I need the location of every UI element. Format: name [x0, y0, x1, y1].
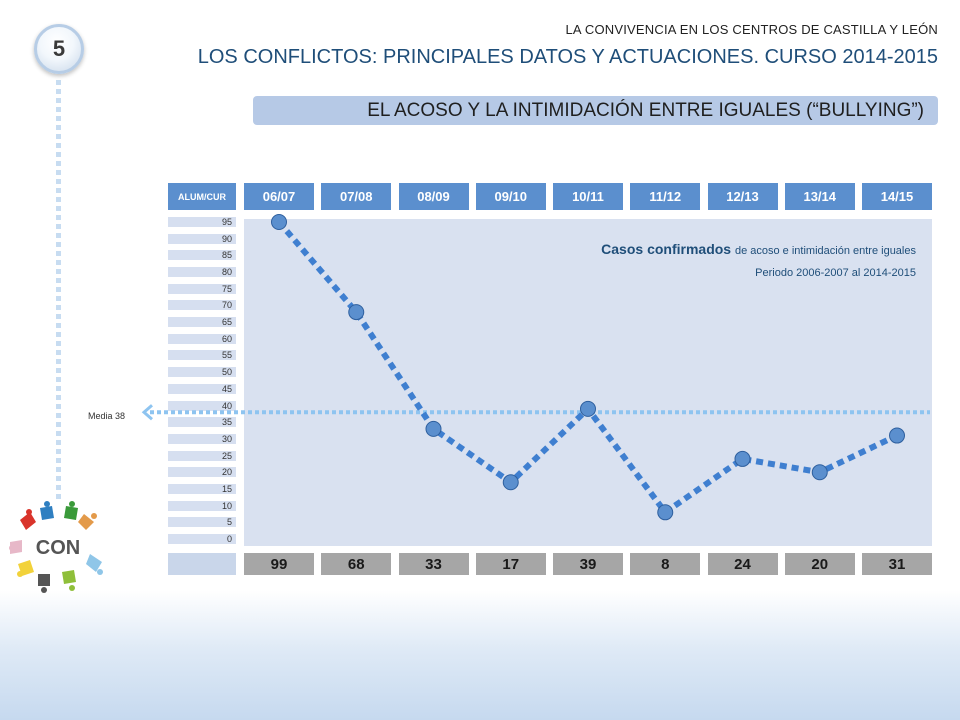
- value-label: 17: [476, 553, 546, 575]
- page-title: LOS CONFLICTOS: PRINCIPALES DATOS Y ACTUACIONES. CURSO 2014-2015: [197, 46, 938, 68]
- logo-text: CON: [35, 537, 81, 559]
- y-tick-label: 40: [168, 401, 236, 411]
- category-header: 14/15: [862, 183, 932, 210]
- y-tick-label: 55: [168, 350, 236, 360]
- category-header: 10/11: [553, 183, 623, 210]
- data-point: [426, 421, 441, 436]
- data-point: [349, 305, 364, 320]
- y-tick-label: 25: [168, 451, 236, 461]
- value-label: 8: [630, 553, 700, 575]
- category-header: 13/14: [785, 183, 855, 210]
- y-tick-label: 20: [168, 467, 236, 477]
- y-tick-label: 80: [168, 267, 236, 277]
- y-tick-label: 0: [168, 534, 236, 544]
- category-header: 09/10: [476, 183, 546, 210]
- value-label: 33: [399, 553, 469, 575]
- y-tick-label: 45: [168, 384, 236, 394]
- data-point: [581, 401, 596, 416]
- value-label: 31: [862, 553, 932, 575]
- legend-bold-text: Casos confirmados: [601, 241, 732, 257]
- data-point: [890, 428, 905, 443]
- y-tick-label: 70: [168, 300, 236, 310]
- y-tick-label: 35: [168, 417, 236, 427]
- value-label: 68: [321, 553, 391, 575]
- y-tick-label: 10: [168, 501, 236, 511]
- slide-number-badge: 5: [34, 24, 84, 74]
- category-header: 12/13: [708, 183, 778, 210]
- y-tick-label: 90: [168, 234, 236, 244]
- corner-header-label: ALUM/CUR: [168, 183, 236, 210]
- category-header: 07/08: [321, 183, 391, 210]
- data-point: [503, 475, 518, 490]
- data-point: [658, 505, 673, 520]
- con-logo-icon: [8, 500, 108, 596]
- category-header: 11/12: [630, 183, 700, 210]
- y-tick-label: 50: [168, 367, 236, 377]
- category-header: 08/09: [399, 183, 469, 210]
- value-label: 24: [708, 553, 778, 575]
- y-tick-label: 30: [168, 434, 236, 444]
- series-line: [279, 222, 897, 512]
- data-point: [812, 465, 827, 480]
- value-label: 20: [785, 553, 855, 575]
- y-tick-label: 15: [168, 484, 236, 494]
- supertitle: LA CONVIVENCIA EN LOS CENTROS DE CASTILLA Y LEÓN: [565, 22, 938, 37]
- value-row-corner: [168, 553, 236, 575]
- value-label: 39: [553, 553, 623, 575]
- data-point: [735, 451, 750, 466]
- section-banner: EL ACOSO Y LA INTIMIDACIÓN ENTRE IGUALES (“BULLYING”): [253, 96, 938, 125]
- mean-label: Media 38: [88, 411, 126, 421]
- y-tick-label: 75: [168, 284, 236, 294]
- y-tick-label: 95: [168, 217, 236, 227]
- category-header: 06/07: [244, 183, 314, 210]
- chart-legend-period: Periodo 2006-2007 al 2014-2015: [755, 267, 916, 279]
- y-tick-label: 60: [168, 334, 236, 344]
- y-tick-label: 85: [168, 250, 236, 260]
- y-tick-label: 5: [168, 517, 236, 527]
- value-label: 99: [244, 553, 314, 575]
- data-point: [272, 215, 287, 230]
- y-tick-label: 65: [168, 317, 236, 327]
- legend-rest-text: de acoso e intimidación entre iguales: [734, 245, 916, 257]
